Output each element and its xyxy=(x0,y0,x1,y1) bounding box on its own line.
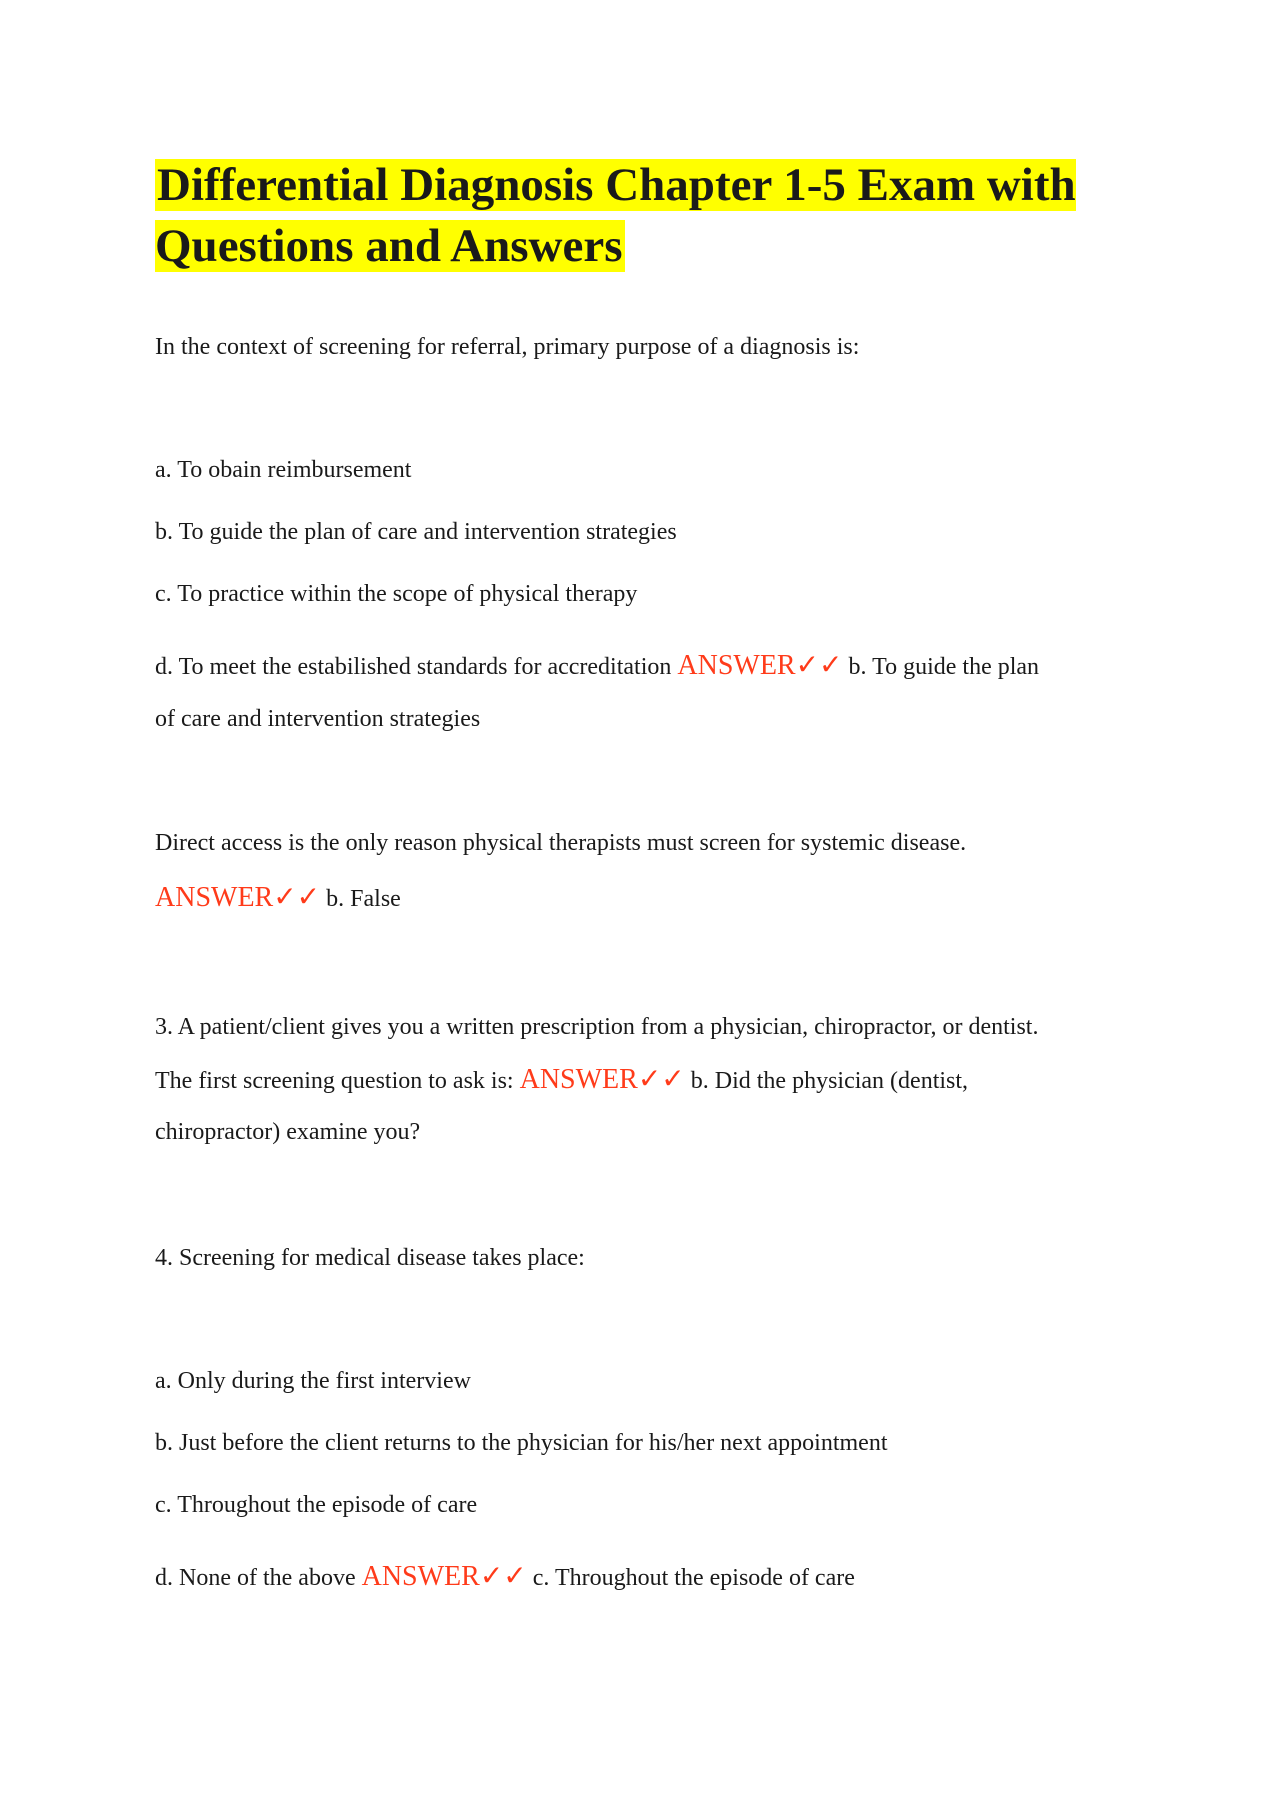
question-3-stem-continued xyxy=(155,1062,968,1096)
question-1-option-c: c. To practice within the scope of physical therapy xyxy=(155,581,638,607)
question-3-stem: 3. A patient/client gives you a written prescription from a physician, chiropractor, or dentist. xyxy=(155,1014,1039,1040)
answer-marker: ANSWER✓✓ xyxy=(519,1064,685,1095)
question-3-stem-line2: The first screening question to ask is: xyxy=(155,1068,514,1094)
question-4-option-d-line xyxy=(155,1559,855,1593)
title-highlight: Differential Diagnosis Chapter 1-5 Exam with Questions and Answers xyxy=(155,159,1076,272)
question-4-option-b: b. Just before the client returns to the physician for his/her next appointment xyxy=(155,1430,888,1456)
answer-marker: ANSWER✓✓ xyxy=(677,650,843,681)
question-4-option-d: d. None of the above xyxy=(155,1565,356,1591)
answer-marker: ANSWER✓✓ xyxy=(361,1561,527,1592)
question-1-stem: In the context of screening for referral, primary purpose of a diagnosis is: xyxy=(155,334,860,360)
question-1-option-b: b. To guide the plan of care and intervention strategies xyxy=(155,519,677,545)
question-1-option-d: d. To meet the estabilished standards for accreditation xyxy=(155,654,672,680)
question-1-option-d-line xyxy=(155,648,1039,682)
question-2-stem: Direct access is the only reason physical therapists must screen for systemic disease. xyxy=(155,830,967,856)
question-1-answer-continued: of care and intervention strategies xyxy=(155,706,481,732)
question-1-option-a: a. To obain reimbursement xyxy=(155,457,412,483)
question-4-option-c: c. Throughout the episode of care xyxy=(155,1492,478,1518)
question-3-answer-continued: chiropractor) examine you? xyxy=(155,1119,421,1145)
question-2-answer-line xyxy=(155,880,401,914)
question-3-answer: b. Did the physician (dentist, xyxy=(690,1068,969,1094)
document-title xyxy=(155,155,1135,277)
answer-marker: ANSWER✓✓ xyxy=(155,882,321,913)
question-4-stem: 4. Screening for medical disease takes place: xyxy=(155,1245,585,1271)
question-4-option-a: a. Only during the first interview xyxy=(155,1368,471,1394)
question-4-answer: c. Throughout the episode of care xyxy=(532,1565,855,1591)
question-2-answer: b. False xyxy=(326,886,401,912)
question-1-answer: b. To guide the plan xyxy=(848,654,1040,680)
